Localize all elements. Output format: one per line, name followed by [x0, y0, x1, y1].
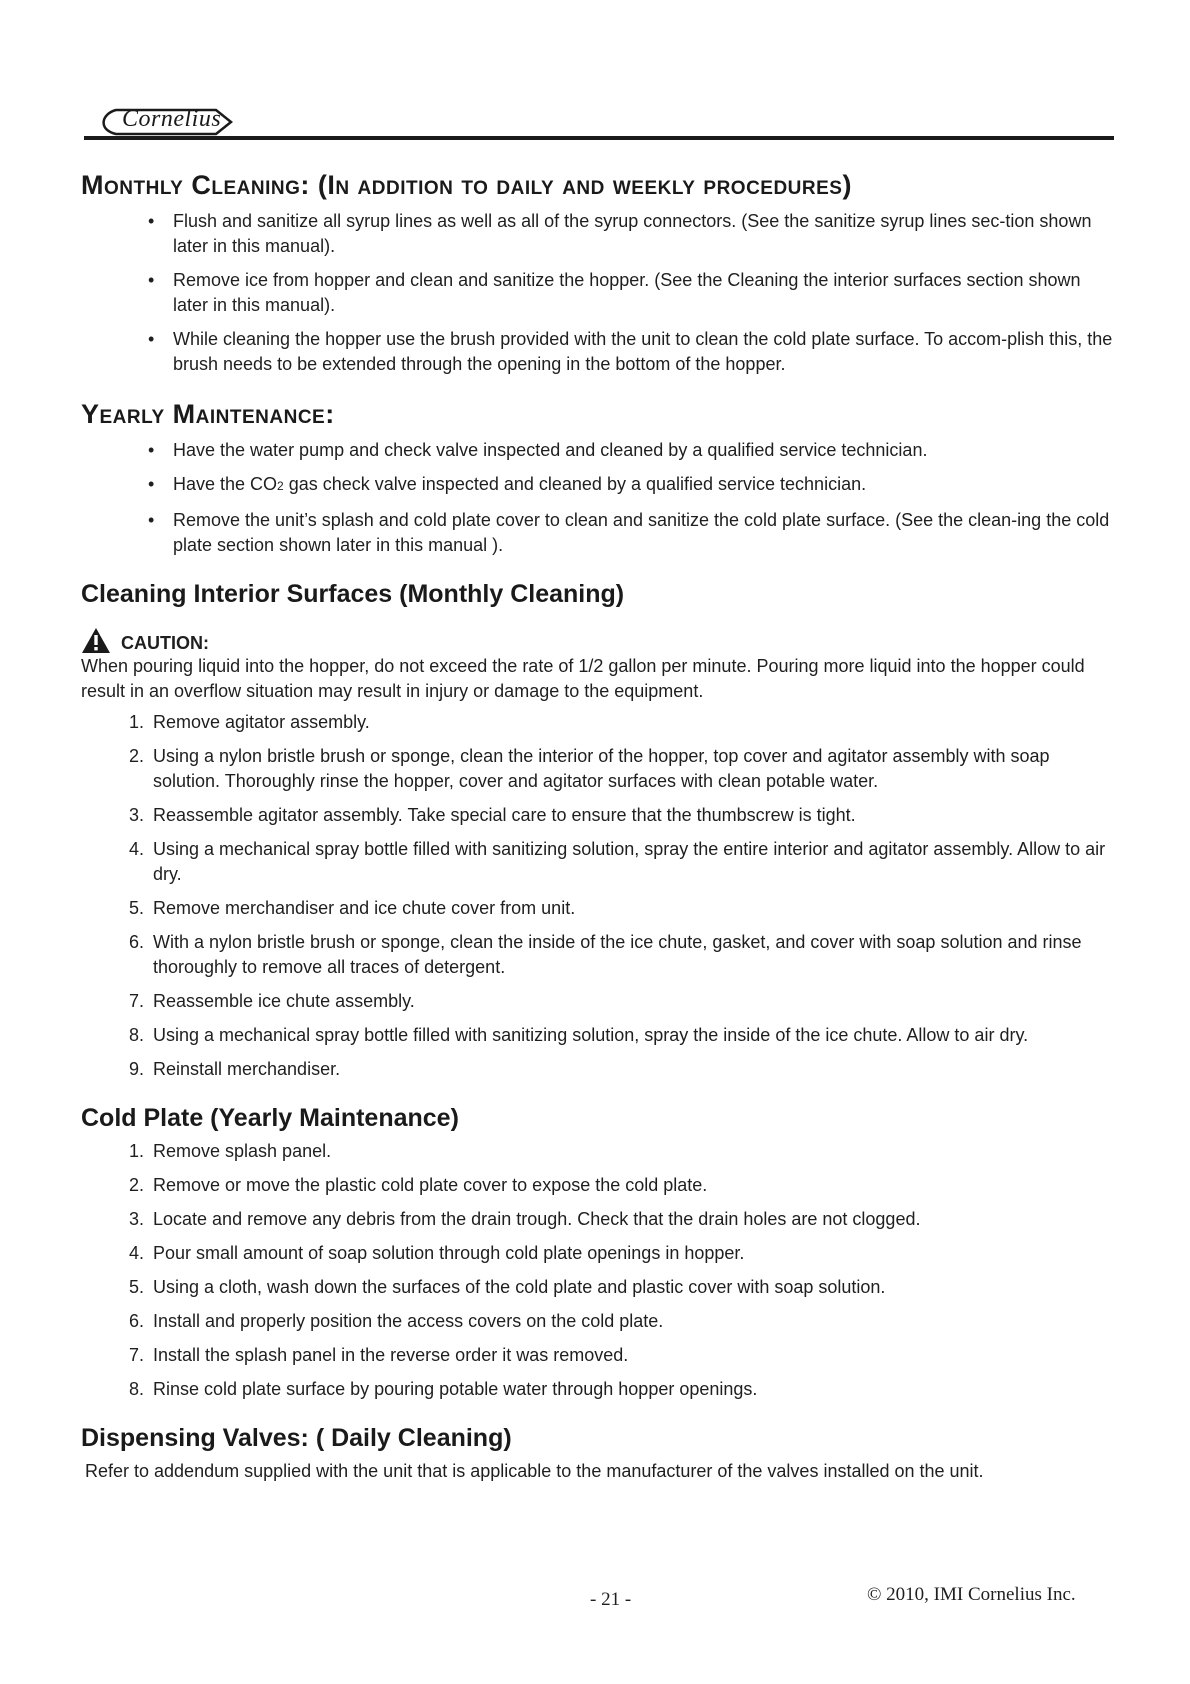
step-number: 5.	[128, 1277, 144, 1297]
list-item	[81, 803, 1116, 828]
step-text: With a nylon bristle brush or sponge, clean the inside of the ice chute, gasket, and cover with soap solution and rinse thoroughly to remove all traces of detergent.	[153, 932, 1082, 977]
step-text: Reassemble agitator assembly. Take special care to ensure that the thumbscrew is tight.	[153, 805, 856, 825]
list-item	[148, 472, 1116, 499]
list-item	[81, 1275, 1116, 1300]
step-number: 6.	[128, 1311, 144, 1331]
list-item: • While cleaning the hopper use the brush provided with the unit to clean the cold plate surface. To accom-plish this, the brush needs to be extended through the opening in the bottom of the hopper.	[148, 327, 1116, 377]
list-item	[81, 1173, 1116, 1198]
step-text: Using a mechanical spray bottle filled with sanitizing solution, spray the inside of the ice chute. Allow to air dry.	[153, 1025, 1029, 1045]
step-text: Reinstall merchandiser.	[153, 1059, 341, 1079]
list-item	[81, 744, 1116, 794]
yearly-maintenance-heading: Yearly Maintenance:	[81, 399, 335, 429]
caution-text: When pouring liquid into the hopper, do not exceed the rate of 1/2 gallon per minute. Pouring more liquid into the hopper could result in an overflow situation may result in injury or damage to the equipment.	[81, 656, 1085, 701]
list-item	[81, 710, 1116, 735]
list-item	[81, 1057, 1116, 1082]
step-number: 6.	[128, 932, 144, 952]
cold-plate-heading: Cold Plate (Yearly Maintenance)	[81, 1104, 459, 1132]
step-number: 7.	[128, 1345, 144, 1365]
logo-text: Cornelius	[122, 106, 222, 132]
step-number: 2.	[128, 1175, 144, 1195]
list-item	[81, 1377, 1116, 1402]
list-item	[81, 930, 1116, 980]
step-number: 5.	[128, 898, 144, 918]
step-number: 7.	[128, 991, 144, 1011]
list-item	[81, 837, 1116, 887]
step-text: Remove agitator assembly.	[153, 712, 370, 732]
page-content	[81, 170, 1116, 1484]
caution-label: CAUTION:	[121, 633, 209, 653]
step-number: 3.	[128, 1209, 144, 1229]
interior-surfaces-heading: Cleaning Interior Surfaces (Monthly Cleaning)	[81, 580, 625, 608]
step-number: 3.	[128, 805, 144, 825]
dispensing-valves-heading: Dispensing Valves: ( Daily Cleaning)	[81, 1424, 512, 1452]
page-header	[84, 92, 1114, 146]
list-item	[81, 1241, 1116, 1266]
step-text: Remove or move the plastic cold plate cover to expose the cold plate.	[153, 1175, 708, 1195]
copyright: © 2010, IMI Cornelius Inc.	[867, 1584, 1076, 1605]
list-item: • Remove the unit’s splash and cold plate cover to clean and sanitize the cold plate surface. (See the clean-ing the cold plate section shown later in this manual ).	[148, 508, 1116, 558]
dispensing-valves-text: Refer to addendum supplied with the unit that is applicable to the manufacturer of the valves installed on the unit.	[85, 1461, 984, 1481]
step-number: 1.	[128, 1141, 144, 1161]
step-text: Install and properly position the access covers on the cold plate.	[153, 1311, 664, 1331]
co2-subscript: 2	[277, 479, 284, 493]
list-item	[81, 1343, 1116, 1368]
step-text: Install the splash panel in the reverse order it was removed.	[153, 1345, 629, 1365]
step-number: 2.	[128, 746, 144, 766]
header-rule	[84, 136, 1114, 140]
co2-text-post: gas check valve inspected and cleaned by a qualified service technician.	[283, 474, 867, 494]
warning-triangle-icon	[81, 627, 111, 654]
list-item	[81, 1309, 1116, 1334]
caution-header	[81, 627, 1116, 654]
list-item: • Have the water pump and check valve inspected and cleaned by a qualified service technician.	[148, 438, 1116, 463]
interior-steps-list	[81, 710, 1116, 1082]
yearly-maintenance-list	[81, 438, 1116, 558]
step-number: 9.	[128, 1059, 144, 1079]
step-text: Remove merchandiser and ice chute cover from unit.	[153, 898, 576, 918]
step-text: Using a cloth, wash down the surfaces of the cold plate and plastic cover with soap solution.	[153, 1277, 886, 1297]
list-item	[81, 896, 1116, 921]
list-item: • Flush and sanitize all syrup lines as well as all of the syrup connectors. (See the sanitize syrup lines sec-tion shown later in this manual).	[148, 209, 1116, 259]
monthly-cleaning-list	[81, 209, 1116, 377]
step-number: 4.	[128, 839, 144, 859]
step-text: Pour small amount of soap solution through cold plate openings in hopper.	[153, 1243, 745, 1263]
list-item: • Remove ice from hopper and clean and sanitize the hopper. (See the Cleaning the interior surfaces section shown later in this manual).	[148, 268, 1116, 318]
step-number: 4.	[128, 1243, 144, 1263]
list-item	[81, 1023, 1116, 1048]
co2-text-pre: Have the CO	[173, 474, 278, 494]
step-text: Locate and remove any debris from the drain trough. Check that the drain holes are not clogged.	[153, 1209, 921, 1229]
step-number: 8.	[128, 1379, 144, 1399]
step-text: Rinse cold plate surface by pouring potable water through hopper openings.	[153, 1379, 758, 1399]
step-number: 1.	[128, 712, 144, 732]
step-text: Using a nylon bristle brush or sponge, clean the interior of the hopper, top cover and agitator assembly with soap solution. Thoroughly rinse the hopper, cover and agitator surfaces with clean potable water.	[153, 746, 1050, 791]
list-item	[81, 989, 1116, 1014]
step-text: Remove splash panel.	[153, 1141, 332, 1161]
list-item	[81, 1139, 1116, 1164]
page-number: - 21 -	[590, 1589, 632, 1610]
list-item	[81, 1207, 1116, 1232]
step-text: Using a mechanical spray bottle filled with sanitizing solution, spray the entire interior and agitator assembly. Allow to air dry.	[153, 839, 1106, 884]
cold-plate-steps-list	[81, 1139, 1116, 1402]
step-text: Reassemble ice chute assembly.	[153, 991, 415, 1011]
step-number: 8.	[128, 1025, 144, 1045]
monthly-cleaning-heading: Monthly Cleaning: (In addition to daily and weekly procedures)	[81, 170, 852, 200]
